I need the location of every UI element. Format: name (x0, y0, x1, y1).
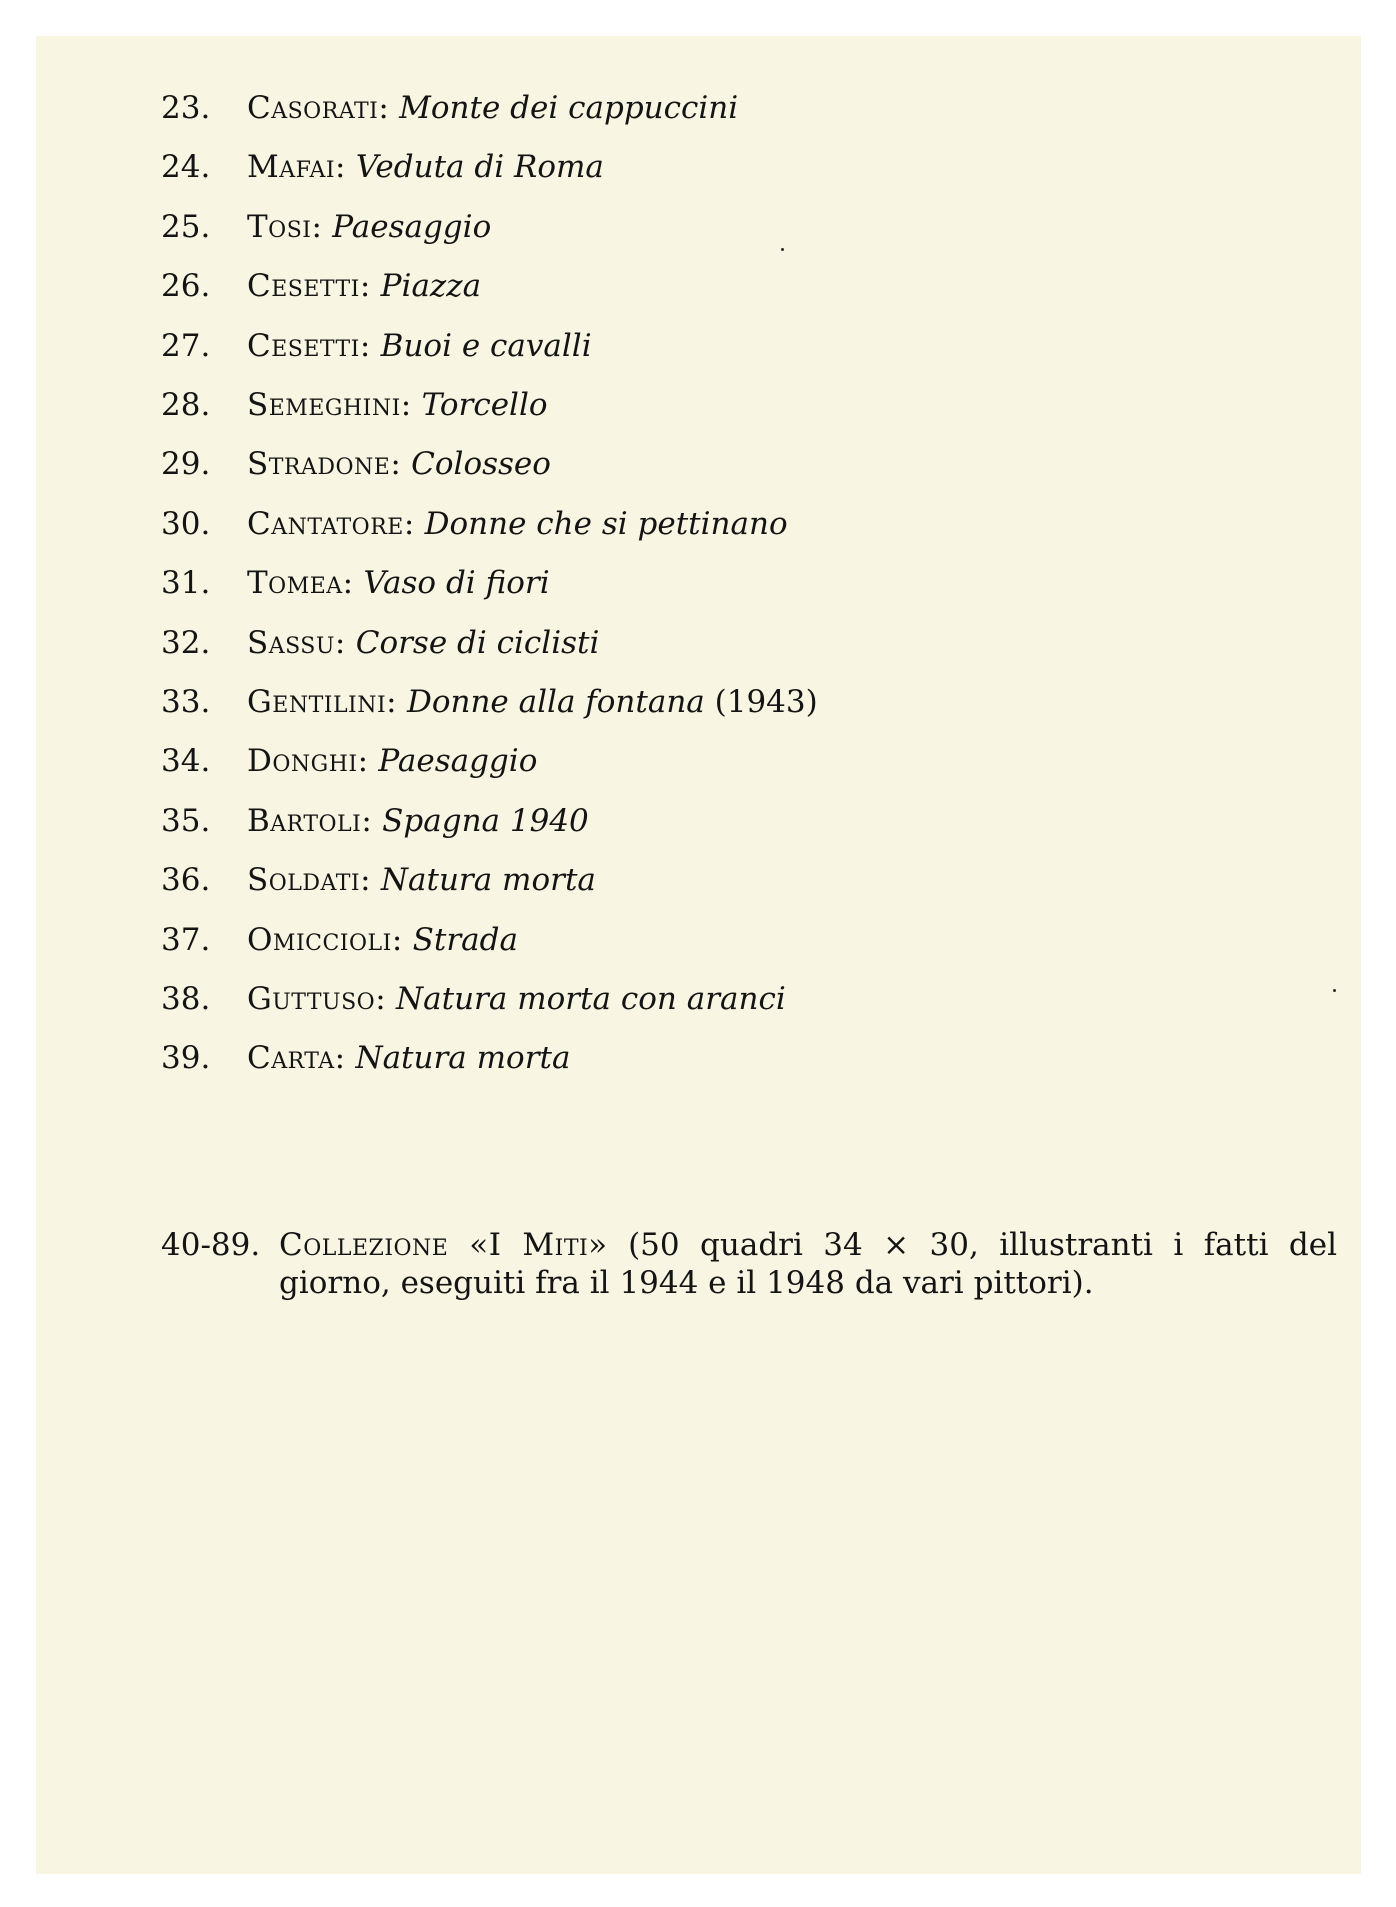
list-item (161, 203, 491, 251)
entry-artist: Bartoli: (247, 803, 373, 839)
entry-number: 28. (161, 387, 211, 423)
entry-artist: Guttuso: (247, 981, 387, 1017)
entry-title: Torcello (421, 387, 548, 423)
list-item (161, 1226, 1341, 1302)
list-item (161, 262, 481, 310)
entry-artist: Cesetti: (247, 268, 371, 304)
print-speck (781, 248, 784, 251)
entry-title: Donne alla fontana (406, 684, 705, 720)
list-item (161, 678, 818, 726)
list-item (161, 1034, 570, 1082)
list-item (161, 797, 589, 845)
list-item (161, 500, 788, 548)
list-item (161, 559, 550, 607)
entry-date: (1943) (714, 684, 818, 720)
entry-number: 25. (161, 209, 211, 245)
entry-artist: Tomea: (247, 565, 354, 601)
list-item (161, 737, 537, 785)
entry-title: Piazza (380, 268, 482, 304)
entry-number: 29. (161, 446, 211, 482)
entry-description: (50 quadri 34 × 30, illustranti i fatti del giorno, eseguiti fra il 1944 e il 1948 da vari pittori). (279, 1227, 1338, 1301)
entry-title: Veduta di Roma (355, 149, 604, 185)
entry-title: Natura morta (380, 862, 596, 898)
entry-number: 38. (161, 981, 211, 1017)
entry-title: Spagna 1940 (382, 803, 589, 839)
entry-artist: Soldati: (247, 862, 372, 898)
entry-number: 35. (161, 803, 211, 839)
entry-number: 26. (161, 268, 211, 304)
entry-title: Strada (412, 922, 518, 958)
entry-number: 39. (161, 1040, 211, 1076)
entry-artist: Gentilini: (247, 684, 398, 720)
entry-artist: Cantatore: (247, 506, 415, 542)
list-item (161, 619, 599, 667)
entry-title: Paesaggio (378, 743, 538, 779)
entry-artist: Carta: (247, 1040, 346, 1076)
entry-artist: Casorati: (247, 90, 390, 126)
entry-artist: Stradone: (247, 446, 402, 482)
entry-title: Paesaggio (332, 209, 492, 245)
entry-artist: Omiccioli: (247, 922, 403, 958)
entry-title: Donne che si pettinano (424, 506, 788, 542)
entry-number: 32. (161, 625, 211, 661)
entry-number: 27. (161, 328, 211, 364)
entry-artist: Semeghini: (247, 387, 412, 423)
entry-number: 33. (161, 684, 211, 720)
book-page (36, 36, 1361, 1874)
entry-number: 24. (161, 149, 211, 185)
entry-artist: Tosi: (247, 209, 323, 245)
entry-title: Monte dei cappuccini (399, 90, 739, 126)
entry-title: Natura morta con aranci (396, 981, 786, 1017)
entry-number: 40-89. (161, 1227, 261, 1263)
entry-artist: Sassu: (247, 625, 346, 661)
entry-title: Natura morta (355, 1040, 571, 1076)
entry-number: 31. (161, 565, 211, 601)
list-item (161, 440, 551, 488)
list-item (161, 916, 518, 964)
list-item (161, 856, 596, 904)
list-item (161, 143, 604, 191)
entry-number: 30. (161, 506, 211, 542)
entry-title: Corse di ciclisti (355, 625, 600, 661)
list-item (161, 322, 592, 370)
entry-number: 36. (161, 862, 211, 898)
entry-number: 37. (161, 922, 211, 958)
entry-title: Vaso di fiori (363, 565, 550, 601)
list-item (161, 84, 738, 132)
entry-artist: Collezione «I Miti» (279, 1227, 608, 1263)
entry-number: 34. (161, 743, 211, 779)
print-speck (1333, 989, 1336, 992)
entry-artist: Donghi: (247, 743, 369, 779)
entry-title: Colosseo (411, 446, 551, 482)
entry-title: Buoi e cavalli (380, 328, 592, 364)
list-item (161, 975, 786, 1023)
entry-artist: Mafai: (247, 149, 347, 185)
entry-body (279, 1226, 1337, 1302)
entry-artist: Cesetti: (247, 328, 371, 364)
entry-number: 23. (161, 90, 211, 126)
list-item (161, 381, 548, 429)
